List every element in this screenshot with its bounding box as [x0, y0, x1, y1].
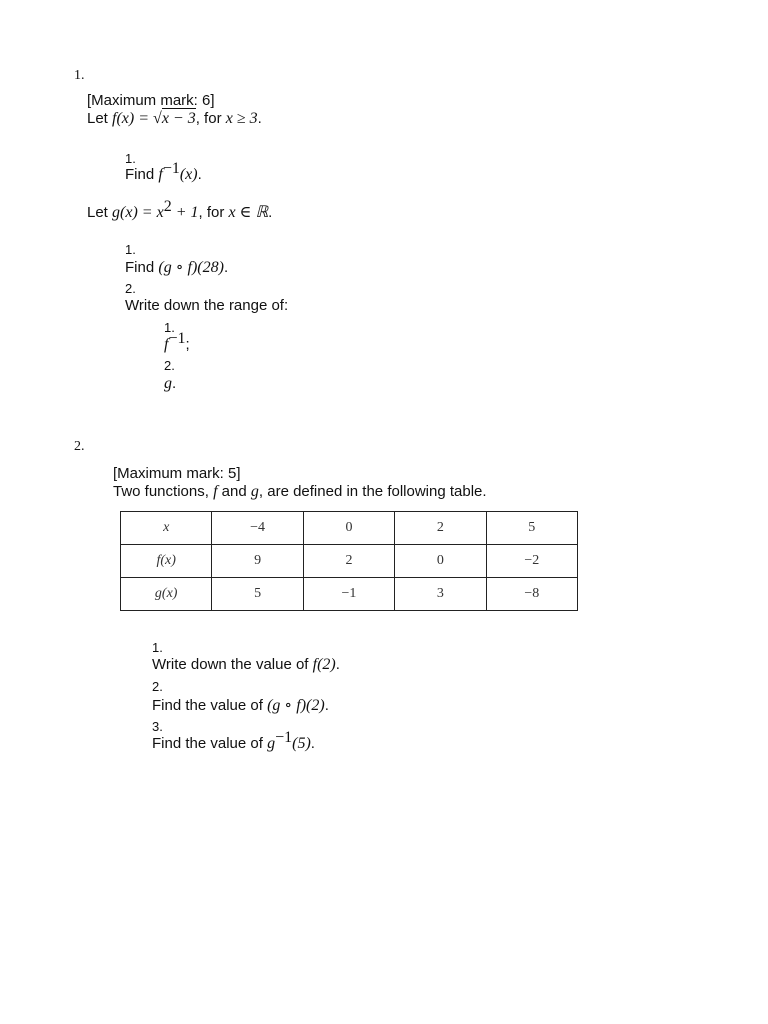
question-1-max-mark: [Maximum mark: 6] [87, 92, 215, 109]
table-cell: 5 [212, 578, 303, 611]
q2-intro-post: , are defined in the following table. [258, 483, 487, 500]
table-row-g [121, 578, 578, 611]
table-header-cell: x [121, 512, 212, 545]
question-1-number: 1. [74, 68, 85, 83]
intro-let: Let [87, 110, 108, 127]
question-2-intro [113, 483, 487, 501]
intro2-end: . [268, 204, 273, 221]
sqrt-sign-icon: √ [153, 110, 162, 127]
part-a-expr-base: f [158, 166, 163, 183]
question-1-intro-2 [87, 198, 273, 222]
intro-sep: , for [195, 110, 226, 127]
sqrt-body: x − 3 [161, 110, 196, 127]
q2-intro-g: g [250, 483, 259, 500]
table-cell: 0 [395, 545, 486, 578]
table-cell: 9 [212, 545, 303, 578]
sub-i-end: ; [185, 336, 190, 353]
q2-intro-pre: Two functions, [113, 483, 214, 500]
function-table [120, 511, 578, 611]
table-cell: 2 [303, 545, 394, 578]
part-b2-number: 2. [125, 281, 136, 296]
part-a-expr-arg: (x) [179, 166, 198, 183]
part-a-text [125, 160, 202, 184]
q2-intro-f: f [213, 483, 218, 500]
intro2-rest: + 1 [171, 204, 199, 221]
question-2-number: 2. [74, 439, 85, 454]
sub-i-number: 1. [164, 320, 175, 335]
q2-part-3-number: 3. [152, 719, 163, 734]
table-cell: 5 [486, 512, 577, 545]
q2-part-2-number: 2. [152, 679, 163, 694]
sub-i-sup: −1 [168, 330, 186, 347]
part-b1-expr: (g ∘ f)(28) [158, 259, 224, 276]
table-header-cell: f(x) [121, 545, 212, 578]
part-a-expr-sup: −1 [162, 160, 180, 177]
table-row-x [121, 512, 578, 545]
q2-part-3-end: . [310, 735, 315, 752]
q2-part-1-end: . [335, 656, 340, 673]
q2-part-1-number: 1. [152, 640, 163, 655]
q2-part-2-instruction: Find the value of [152, 697, 268, 714]
q2-part-3-base: g [267, 735, 276, 752]
part-b1-number: 1. [125, 242, 136, 257]
q2-part-3-text [152, 729, 315, 753]
sub-i-text [164, 330, 190, 354]
table-cell: −8 [486, 578, 577, 611]
q2-part-1-expr: f(2) [312, 656, 336, 673]
sub-ii-number: 2. [164, 358, 175, 373]
q2-part-2-end: . [324, 697, 329, 714]
part-b1-instruction: Find [125, 259, 159, 276]
sub-i-base: f [164, 336, 169, 353]
part-a-end: . [197, 166, 202, 183]
table-cell: 2 [395, 512, 486, 545]
sub-ii-end: . [172, 375, 177, 392]
part-b1-end: . [223, 259, 229, 276]
table-header-cell: g(x) [121, 578, 212, 611]
sub-ii-expr: g [164, 375, 172, 392]
q2-part-1-text [152, 656, 340, 674]
table-cell: −2 [486, 545, 577, 578]
q2-part-3-sup: −1 [275, 729, 293, 746]
table-cell: 0 [303, 512, 394, 545]
part-a-number: 1. [125, 151, 136, 166]
intro2-sep: , for [198, 204, 229, 221]
question-1-intro [87, 110, 262, 128]
table-cell: 3 [395, 578, 486, 611]
q2-part-2-expr: (g ∘ f)(2) [267, 697, 325, 714]
sub-ii-text [164, 375, 176, 393]
table-cell: −1 [303, 578, 394, 611]
part-b2-text: Write down the range of: [125, 297, 289, 314]
intro2-condition: x ∈ ℝ [228, 204, 269, 221]
part-a-instruction: Find [125, 166, 159, 183]
intro-function: f(x) = [112, 110, 154, 127]
intro-end: . [257, 110, 262, 127]
question-2-max-mark: [Maximum mark: 5] [113, 465, 241, 482]
q2-part-3-arg: (5) [292, 735, 311, 752]
q2-part-1-instruction: Write down the value of [152, 656, 313, 673]
q2-part-3-instruction: Find the value of [152, 735, 268, 752]
intro2-sup: 2 [163, 198, 172, 215]
intro-condition: x ≥ 3 [225, 110, 258, 127]
table-cell: −4 [212, 512, 303, 545]
table-row-f [121, 545, 578, 578]
intro2-function: g(x) = x [112, 204, 164, 221]
part-b1-text [125, 257, 228, 277]
intro2-let: Let [87, 204, 108, 221]
q2-part-2-text [152, 695, 329, 715]
q2-intro-and: and [217, 483, 251, 500]
